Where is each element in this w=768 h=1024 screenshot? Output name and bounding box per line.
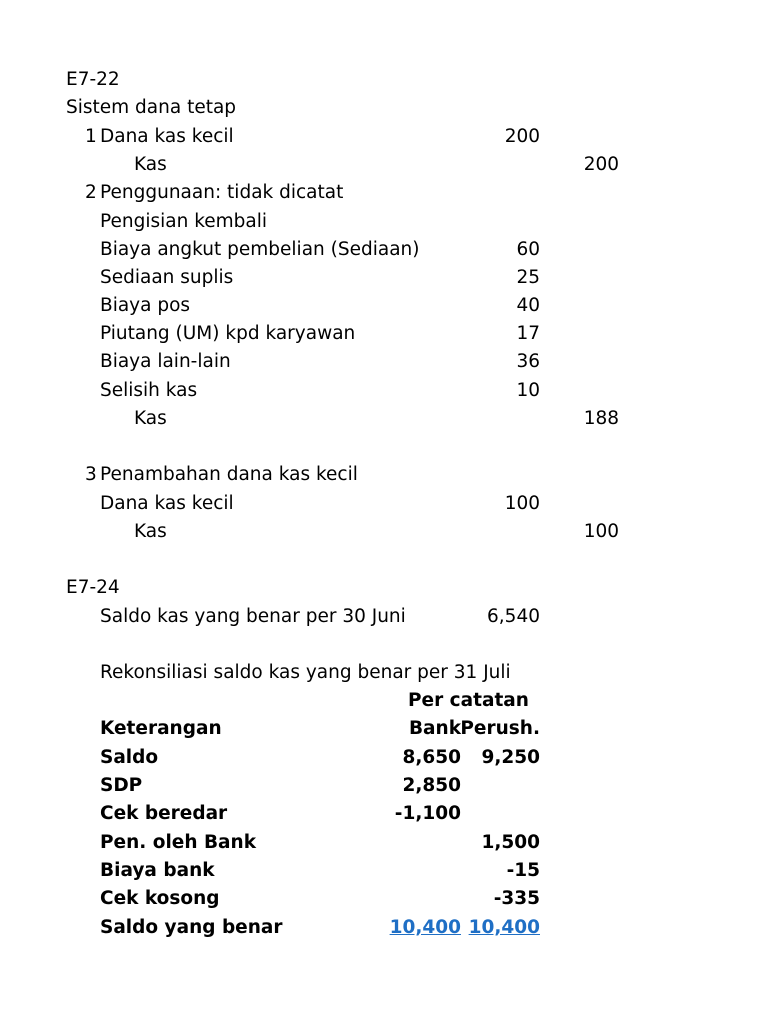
recon-row-company: -15 xyxy=(506,860,540,881)
entry-item-value: 17 xyxy=(516,323,540,344)
step-number: 1 xyxy=(85,126,97,147)
recon-row-company: 9,250 xyxy=(481,747,540,768)
recon-total-label: Saldo yang benar xyxy=(100,917,283,938)
col-header-desc: Keterangan xyxy=(100,718,222,739)
recon-total-bank[interactable]: 10,400 xyxy=(389,917,461,938)
entry-item-label: Selisih kas xyxy=(100,380,198,401)
entry-item-label: Biaya angkut pembelian (Sediaan) xyxy=(100,239,420,260)
recon-row-label: Cek kosong xyxy=(100,888,220,909)
debit-value: 100 xyxy=(504,493,540,514)
credit-value: 200 xyxy=(583,154,619,175)
credit-label: Kas xyxy=(134,408,167,429)
col-header-bank: Bank xyxy=(408,718,461,739)
entry-item-label: Sediaan suplis xyxy=(100,267,234,288)
entry-item-value: 10 xyxy=(516,380,540,401)
balance-value: 6,540 xyxy=(487,606,540,627)
entry-item-value: 36 xyxy=(516,351,540,372)
recon-row-label: Cek beredar xyxy=(100,803,228,824)
recon-row-bank: -1,100 xyxy=(394,803,461,824)
section-code: E7-24 xyxy=(66,577,120,598)
recon-row-bank: 2,850 xyxy=(402,775,461,796)
section-code: E7-22 xyxy=(66,69,120,90)
col-header-company: Perush. xyxy=(460,718,540,739)
entry-item-value: 40 xyxy=(516,295,540,316)
group-header: Per catatan xyxy=(408,690,529,711)
recon-row-bank: 8,650 xyxy=(402,747,461,768)
entry-item-value: 60 xyxy=(516,239,540,260)
step-number: 3 xyxy=(85,464,97,485)
credit-value: 188 xyxy=(583,408,619,429)
recon-row-label: Saldo xyxy=(100,747,159,768)
entry-item-label: Biaya pos xyxy=(100,295,191,316)
credit-label: Kas xyxy=(134,521,167,542)
recon-row-label: SDP xyxy=(100,775,143,796)
debit-label: Dana kas kecil xyxy=(100,493,234,514)
entry-label: Penambahan dana kas kecil xyxy=(100,464,358,485)
step-number: 2 xyxy=(85,182,97,203)
entry-label: Dana kas kecil xyxy=(100,126,234,147)
recon-row-label: Pen. oleh Bank xyxy=(100,832,257,853)
recon-total-company[interactable]: 10,400 xyxy=(468,917,540,938)
credit-value: 100 xyxy=(583,521,619,542)
entry-item-label: Biaya lain-lain xyxy=(100,351,231,372)
recon-row-company: 1,500 xyxy=(481,832,540,853)
recon-title: Rekonsiliasi saldo kas yang benar per 31 Juli xyxy=(100,662,511,683)
debit-value: 200 xyxy=(504,126,540,147)
recon-row-label: Biaya bank xyxy=(100,860,215,881)
section-subtitle: Sistem dana tetap xyxy=(66,97,237,118)
entry-label: Penggunaan: tidak dicatat xyxy=(100,182,344,203)
recon-row-company: -335 xyxy=(493,888,540,909)
entry-item-label: Piutang (UM) kpd karyawan xyxy=(100,323,356,344)
entry-item-value: 25 xyxy=(516,267,540,288)
entry-sublabel: Pengisian kembali xyxy=(100,211,268,232)
credit-label: Kas xyxy=(134,154,167,175)
balance-label: Saldo kas yang benar per 30 Juni xyxy=(100,606,406,627)
